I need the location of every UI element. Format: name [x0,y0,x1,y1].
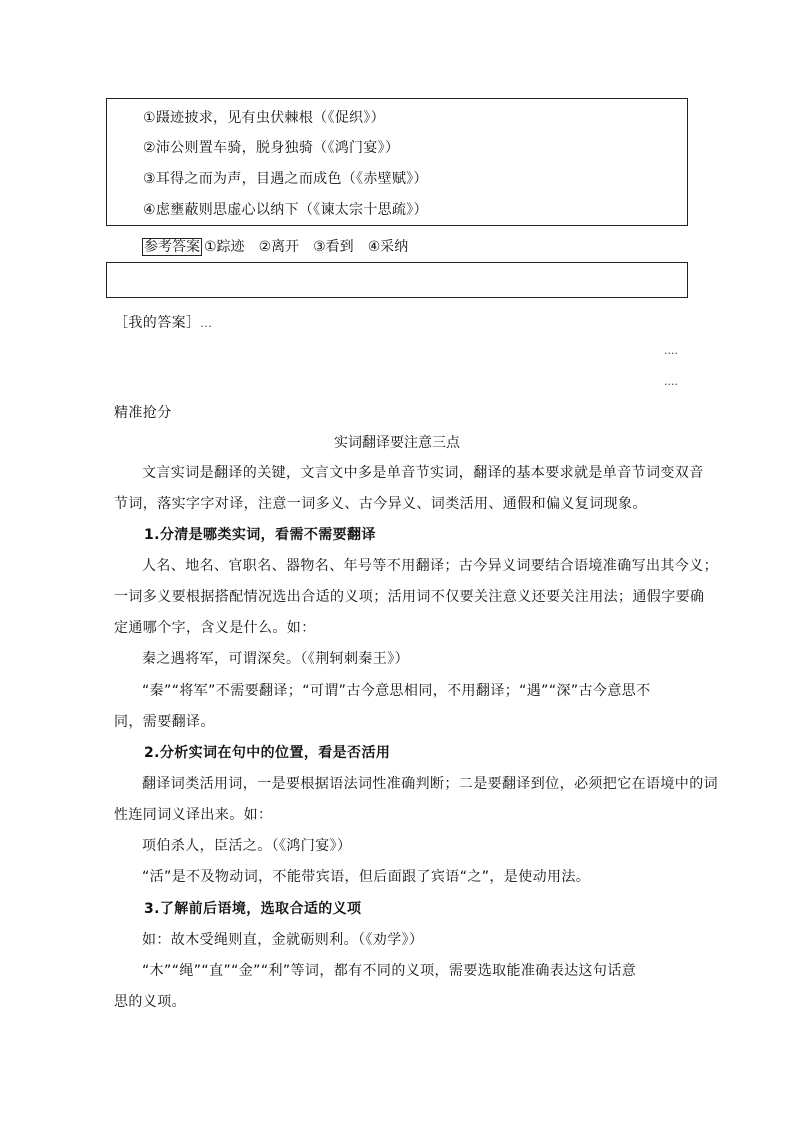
paragraph-line: 一词多义要根据搭配情况选出合适的义项；活用词不仅要关注意义还要关注用法；通假字要确 [114,589,705,605]
article-title: 实词翻译要注意三点 [334,435,460,451]
section-heading: 精准抢分 [114,405,172,421]
paragraph-line: 人名、地名、官职名、器物名、年号等不用翻译；古今异义词要结合语境准确写出其今义； [142,558,718,574]
point-heading: 1.分清是哪类实词，看需不需要翻译 [144,527,376,543]
point-heading: 3.了解前后语境，选取合适的义项 [144,901,362,917]
paragraph-line: 同，需要翻译。 [114,714,215,730]
paragraph-line: “木”“绳”“直”“金”“利”等词，都有不同的义项，需要选取能准确表达这句话意 [142,963,637,979]
answer-blank-dots: .... [664,344,678,357]
my-answer-line [114,312,212,332]
paragraph-line: “活”是不及物动词，不能带宾语，但后面跟了宾语“之”，是使动用法。 [142,869,591,885]
paragraph-line: 节词，落实字字对译，注意一词多义、古今异义、词类活用、通假和偏义复词现象。 [114,496,647,512]
examples-box [106,98,688,226]
paragraph-line: 性连同词义译出来。如： [114,807,273,823]
example-sentence: 如：故木受绳则直，金就砺则利。（《劝学》） [142,932,424,948]
example-line: ①蹑迹披求，见有虫伏棘根（《促织》） [143,110,385,126]
paragraph-line: 翻译词类活用词，一是要根据语法词性准确判断；二是要翻译到位，必须把它在语境中的词 [142,776,718,792]
my-answer-label: ［我的答案］ [114,315,201,331]
answer-item: ①踪迹 [204,239,245,255]
answer-item: ③看到 [313,239,354,255]
example-sentence: 秦之遇将军，可谓深矣。（《荆轲刺秦王》） [142,651,409,667]
paragraph-line: 定通哪个字，含义是什么。如： [114,620,316,636]
example-line: ④虑壅蔽则思虚心以纳下（《谏太宗十思疏》） [143,202,428,218]
paragraph-line: “秦”“将军”不需要翻译；“可谓”古今意思相同，不用翻译；“遇”“深”古今意思不 [142,683,651,699]
example-sentence: 项伯杀人，臣活之。（《鸿门宴》） [142,838,352,854]
answer-blank-dots: .... [664,375,678,388]
reference-answer [142,236,422,256]
answer-input-box[interactable] [106,262,688,298]
paragraph-line: 文言实词是翻译的关键，文言文中多是单音节实词，翻译的基本要求就是单音节词变双音 [142,465,704,481]
reference-answer-label: 参考答案 [144,239,200,255]
answer-item: ②离开 [258,239,300,255]
point-heading: 2.分析实词在句中的位置，看是否活用 [144,745,391,761]
example-line: ②沛公则置车骑，脱身独骑（《鸿门宴》） [143,140,400,156]
paragraph-line: 思的义项。 [114,994,186,1010]
my-answer-dots: ... [200,317,213,330]
answer-item: ④采纳 [367,239,409,255]
example-line: ③耳得之而为声，目遇之而成色（《赤壁赋》） [143,171,428,187]
